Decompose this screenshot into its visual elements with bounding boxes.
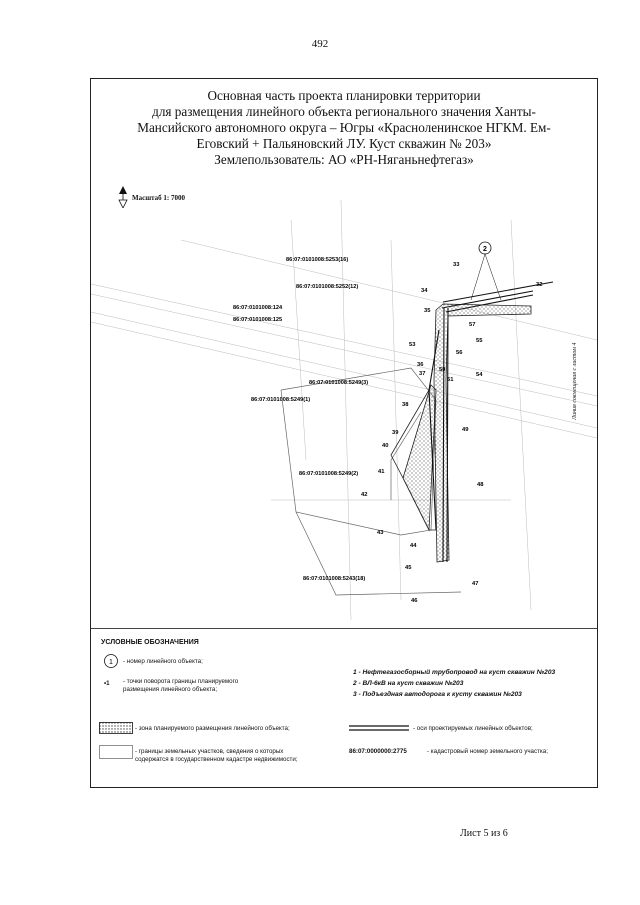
sheet-number: Лист 5 из 6: [460, 828, 508, 839]
point-label: 53: [409, 342, 416, 348]
legend-title: УСЛОВНЫЕ ОБОЗНАЧЕНИЯ: [101, 639, 199, 646]
parcel-label: 86:07:0101008:5252(12): [296, 284, 359, 290]
cadastral-example: 86:07:0000000:2775: [349, 748, 407, 755]
parcel-label: 86:07:0101008:5249(3): [309, 380, 369, 386]
legend: [91, 628, 597, 787]
point-label: 57: [469, 322, 476, 328]
point-label: 40: [382, 443, 389, 449]
planned-zone-swatch-icon: [99, 722, 133, 734]
point-label: 35: [424, 308, 431, 314]
parcel-label: 86:07:0101008:5243(18): [303, 576, 366, 582]
legend-object-number: - номер линейного объекта;: [123, 658, 203, 665]
point-label: 41: [378, 469, 385, 475]
legend-axes: - оси проектируемых линейных объектов;: [413, 725, 533, 732]
scale-label: Масштаб 1: 7000: [132, 194, 185, 202]
point-label: 51: [447, 377, 454, 383]
parcel-label: 86:07:0101008:5249(1): [251, 397, 311, 403]
point-label: 50: [439, 367, 446, 373]
legend-turn-points: - точки поворота границы планируемого размещения линейного объекта;: [123, 678, 239, 693]
point-label: 54: [476, 372, 483, 378]
legend-parcels: - границы земельных участков, сведения о которых содержатся в государственном кадастре недвижимости;: [135, 748, 298, 763]
page-number: 492: [311, 38, 329, 50]
point-label: 36: [417, 362, 424, 368]
existing-corridors: [91, 200, 597, 620]
point-label: 38: [402, 402, 409, 408]
object-number-marker: [471, 242, 501, 300]
point-label: 34: [421, 288, 428, 294]
svg-text:2: 2: [483, 246, 487, 253]
point-label: 43: [377, 530, 384, 536]
parcel-boundary-swatch-icon: [99, 745, 133, 759]
object-line-3: 3 - Подъездная автодорога к кусту скважин №203: [353, 691, 522, 698]
point-label: 48: [477, 482, 484, 488]
point-label: 47: [472, 581, 479, 587]
match-line-label: Линия совмещения с листом 4: [572, 342, 578, 420]
turn-point-symbol: •1: [104, 680, 110, 687]
point-label: 42: [361, 492, 368, 498]
point-label: 32: [536, 282, 543, 288]
point-label: 46: [411, 598, 418, 604]
legend-cadastral: - кадастровый номер земельного участка;: [427, 748, 548, 755]
project-axes: [429, 282, 553, 562]
point-label: 49: [462, 427, 469, 433]
parcel-label: 86:07:0101008:124: [233, 305, 283, 311]
legend-zone: - зона планируемого размещения линейного объекта;: [135, 725, 290, 732]
axis-swatch-icon: [349, 723, 409, 733]
point-label: 55: [476, 338, 483, 344]
point-label: 39: [392, 430, 399, 436]
point-label: 56: [456, 350, 463, 356]
point-label: 45: [405, 565, 412, 571]
point-label: 44: [410, 543, 417, 549]
site-plan-map: [91, 200, 597, 620]
parcel-labels: [233, 257, 368, 582]
svg-text:1: 1: [109, 659, 113, 666]
object-line-1: 1 - Нефтегазосборный трубопровод на куст скважин №203: [353, 669, 556, 676]
parcel-label: 86:07:0101008:125: [233, 317, 283, 323]
point-label: 33: [453, 262, 460, 268]
object-line-2: 2 - ВЛ-6кВ на куст скважин №203: [353, 680, 464, 687]
point-label: 37: [419, 371, 426, 377]
parcel-label: 86:07:0101008:5253(16): [286, 257, 349, 263]
drawing-title: Основная часть проекта планировки территории для размещения линейного объекта регионального значения Ханты- Мансийского автономного округа – Югры «Красноленинское НГКМ. Ем- Еговский + Пальяновский ЛУ. Куст скважин № 203» Землепользователь: АО «РН-Няганьнефтегаз»: [137, 88, 551, 167]
parcel-label: 86:07:0101008:5249(2): [299, 471, 359, 477]
object-number-symbol-icon: [103, 653, 119, 669]
